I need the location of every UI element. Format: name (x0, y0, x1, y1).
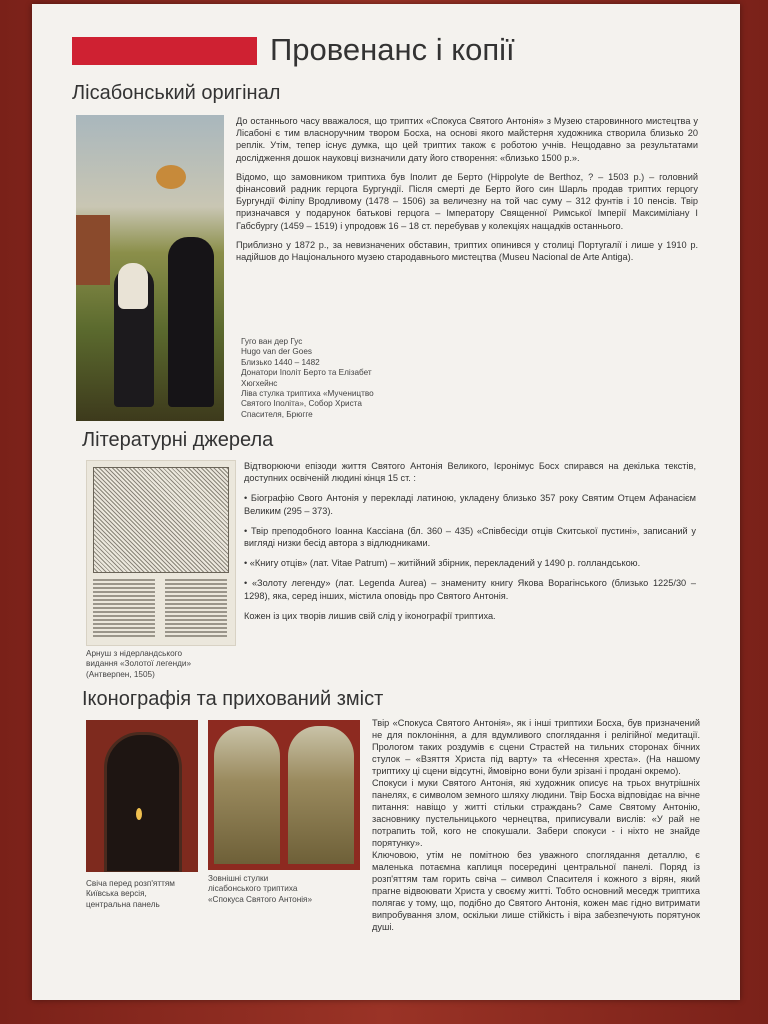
caption-line: Hugo van der Goes (241, 347, 313, 357)
caption-line: Зовнішні стулки (208, 874, 269, 883)
woodcut-image (86, 460, 236, 646)
painting-donors (76, 115, 224, 421)
painting-outer-wings (208, 720, 360, 870)
caption-line: Донатори Іполіт Берто та Елізабет Хюгхейнс (241, 368, 372, 388)
caption-outer-wings (208, 874, 368, 905)
section-heading-literature: Літературні джерела (82, 429, 274, 451)
caption-donors (241, 337, 401, 420)
list-item: • Твір преподобного Іоанна Кассіана (бл. 360 – 435) «Співбесіди отців Скитської пустині», записаний у вигляді низки бесід автора з відлюдниками. (244, 525, 696, 549)
caption-line: Близько 1440 – 1482 (241, 357, 320, 367)
paragraph: Спокуси і муки Святого Антонія, які художник описує на трьох внутрішніх панелях, є символом земного шляху людини. Твір Босха відповідає на вічне питання: навіщо у житті стільки страждань? Саме Святому Антонію, засновнику пустельницького чернецтва, приписували вислів: «У рай не потрапить той, кого не спокушали. Забери спокуси - і ніхто не знайде порятунку». (372, 778, 700, 848)
caption-candle (86, 879, 196, 910)
exhibition-poster (32, 4, 740, 1000)
caption-line: Арнуш з нідерландського (86, 649, 183, 658)
caption-line: видання «Золотої легенди» (86, 659, 191, 669)
caption-line: лісабонського триптиха (208, 884, 298, 894)
page-title: Провенанс і копії (270, 32, 515, 67)
paragraph: Кожен із цих творів лишив свій слід у іконографії триптиха. (244, 610, 496, 621)
lisbon-text (236, 115, 698, 270)
caption-line: Свіча перед розп'яттям (86, 879, 175, 888)
caption-line: центральна панель (86, 899, 160, 909)
caption-line: (Антверпен, 1505) (86, 669, 155, 679)
caption-line: Київська версія, (86, 889, 147, 899)
caption-line: Гуго ван дер Гус (241, 337, 303, 346)
painting-candle-crucifix (86, 720, 198, 872)
caption-line: Ліва стулка триптиха «Мучеництво Святого Іполіта», Собор Христа Спасителя, Брюгге (241, 389, 374, 419)
caption-woodcut (86, 649, 236, 680)
accent-bar (72, 37, 257, 65)
paragraph: До останнього часу вважалося, що триптих «Спокуса Святого Антонія» з Музею старовинного мистецтва у Лісабоні є тим власноручним твором Босха, на основі якого майстерня художника створила близько 20 реплік. Утім, тепер існує думка, що цей триптих також є роботою учнів. Нещодавно за результатами дослідження дошок науковці визначили дату його створення: «близько 1500 р.». (236, 116, 698, 163)
list-item: • Біографію Свого Антонія у перекладі латиною, укладену близько 357 року Святим Отцем Афанасієм Великим (295 – 373). (244, 493, 696, 516)
list-item: • «Золоту легенду» (лат. Legenda Aurea) – знаменитy книгу Якова Ворагінського (близько 1225/30 – 1298), яка, серед інших, містила оповідь про Святого Антонія. (244, 578, 696, 601)
paragraph: Приблизно у 1872 р., за невизначених обставин, триптих опинився у столиці Португалії і лише у 1910 р. надійшов до Національного музею стародавнього мистецтва (Museu Nacional de Arte Antiga). (236, 239, 698, 263)
literature-text (244, 460, 696, 630)
paragraph: Відомо, що замовником триптиха був Іполит де Берто (Hippolyte de Berthoz, ? – 1503 р.) – головний фінансовий радник герцога Бургундії. Після смерті де Берто його син Шарль продав триптих герцогу Бургундії Філіпу Вродливому (1478 – 1506) за величезну на той час суму – 312 фунтів і 10 пенсів. Твір призначався у подарунок батькові герцога – Імператору Священної Римської Імперії Максиміліану І Габсбургу (1459 – 1519) і упродовж 16 – 18 ст. перебував у колекціях нащадків останнього. (236, 171, 698, 231)
iconography-text (372, 717, 700, 933)
section-heading-lisbon: Лісабонський оригінал (72, 82, 281, 104)
section-heading-iconography: Іконографія та прихований зміст (82, 688, 384, 710)
paragraph: Твір «Спокуса Святого Антонія», як і інші триптихи Босха, був призначений не для поклоніння, а для вдумливого споглядання і релігійної медитації. Прологом таких роздумів є сцени Страстей на тильних сторонах бічних стулок – «Взяття Христа під варту» та «Несення хреста». (На нашому триптиху ці сцени відсутні, ймовірно вони були зрізані і продані окремо). (372, 718, 700, 776)
paragraph: Ключовою, утім не помітною без уважного споглядання деталлю, є маленька потаємна каплиця посередині центральної панелі. Поряд із розп'яттям там горить свіча – символ Спасителя і кожного з вірян, який прагне відвоювати Христа у своєму житті. Тобто основний меседж триптиха полягає у тому, що, подібно до Святого Антонія, кожен має гідно витримати випробування злом, оскільки лише стійкість і віра забезпечують порятунок душі. (372, 850, 700, 932)
list-item: • «Книгу отців» (лат. Vitae Patrum) – житійний збірник, перекладений у 1490 р. голландською. (244, 558, 641, 569)
paragraph: Відтворюючи епізоди життя Святого Антонія Великого, Ієронімус Босх спирався на декілька текстів, доступних освіченій людині кінця 15 ст. : (244, 461, 696, 484)
caption-line: «Спокуса Святого Антонія» (208, 894, 313, 904)
